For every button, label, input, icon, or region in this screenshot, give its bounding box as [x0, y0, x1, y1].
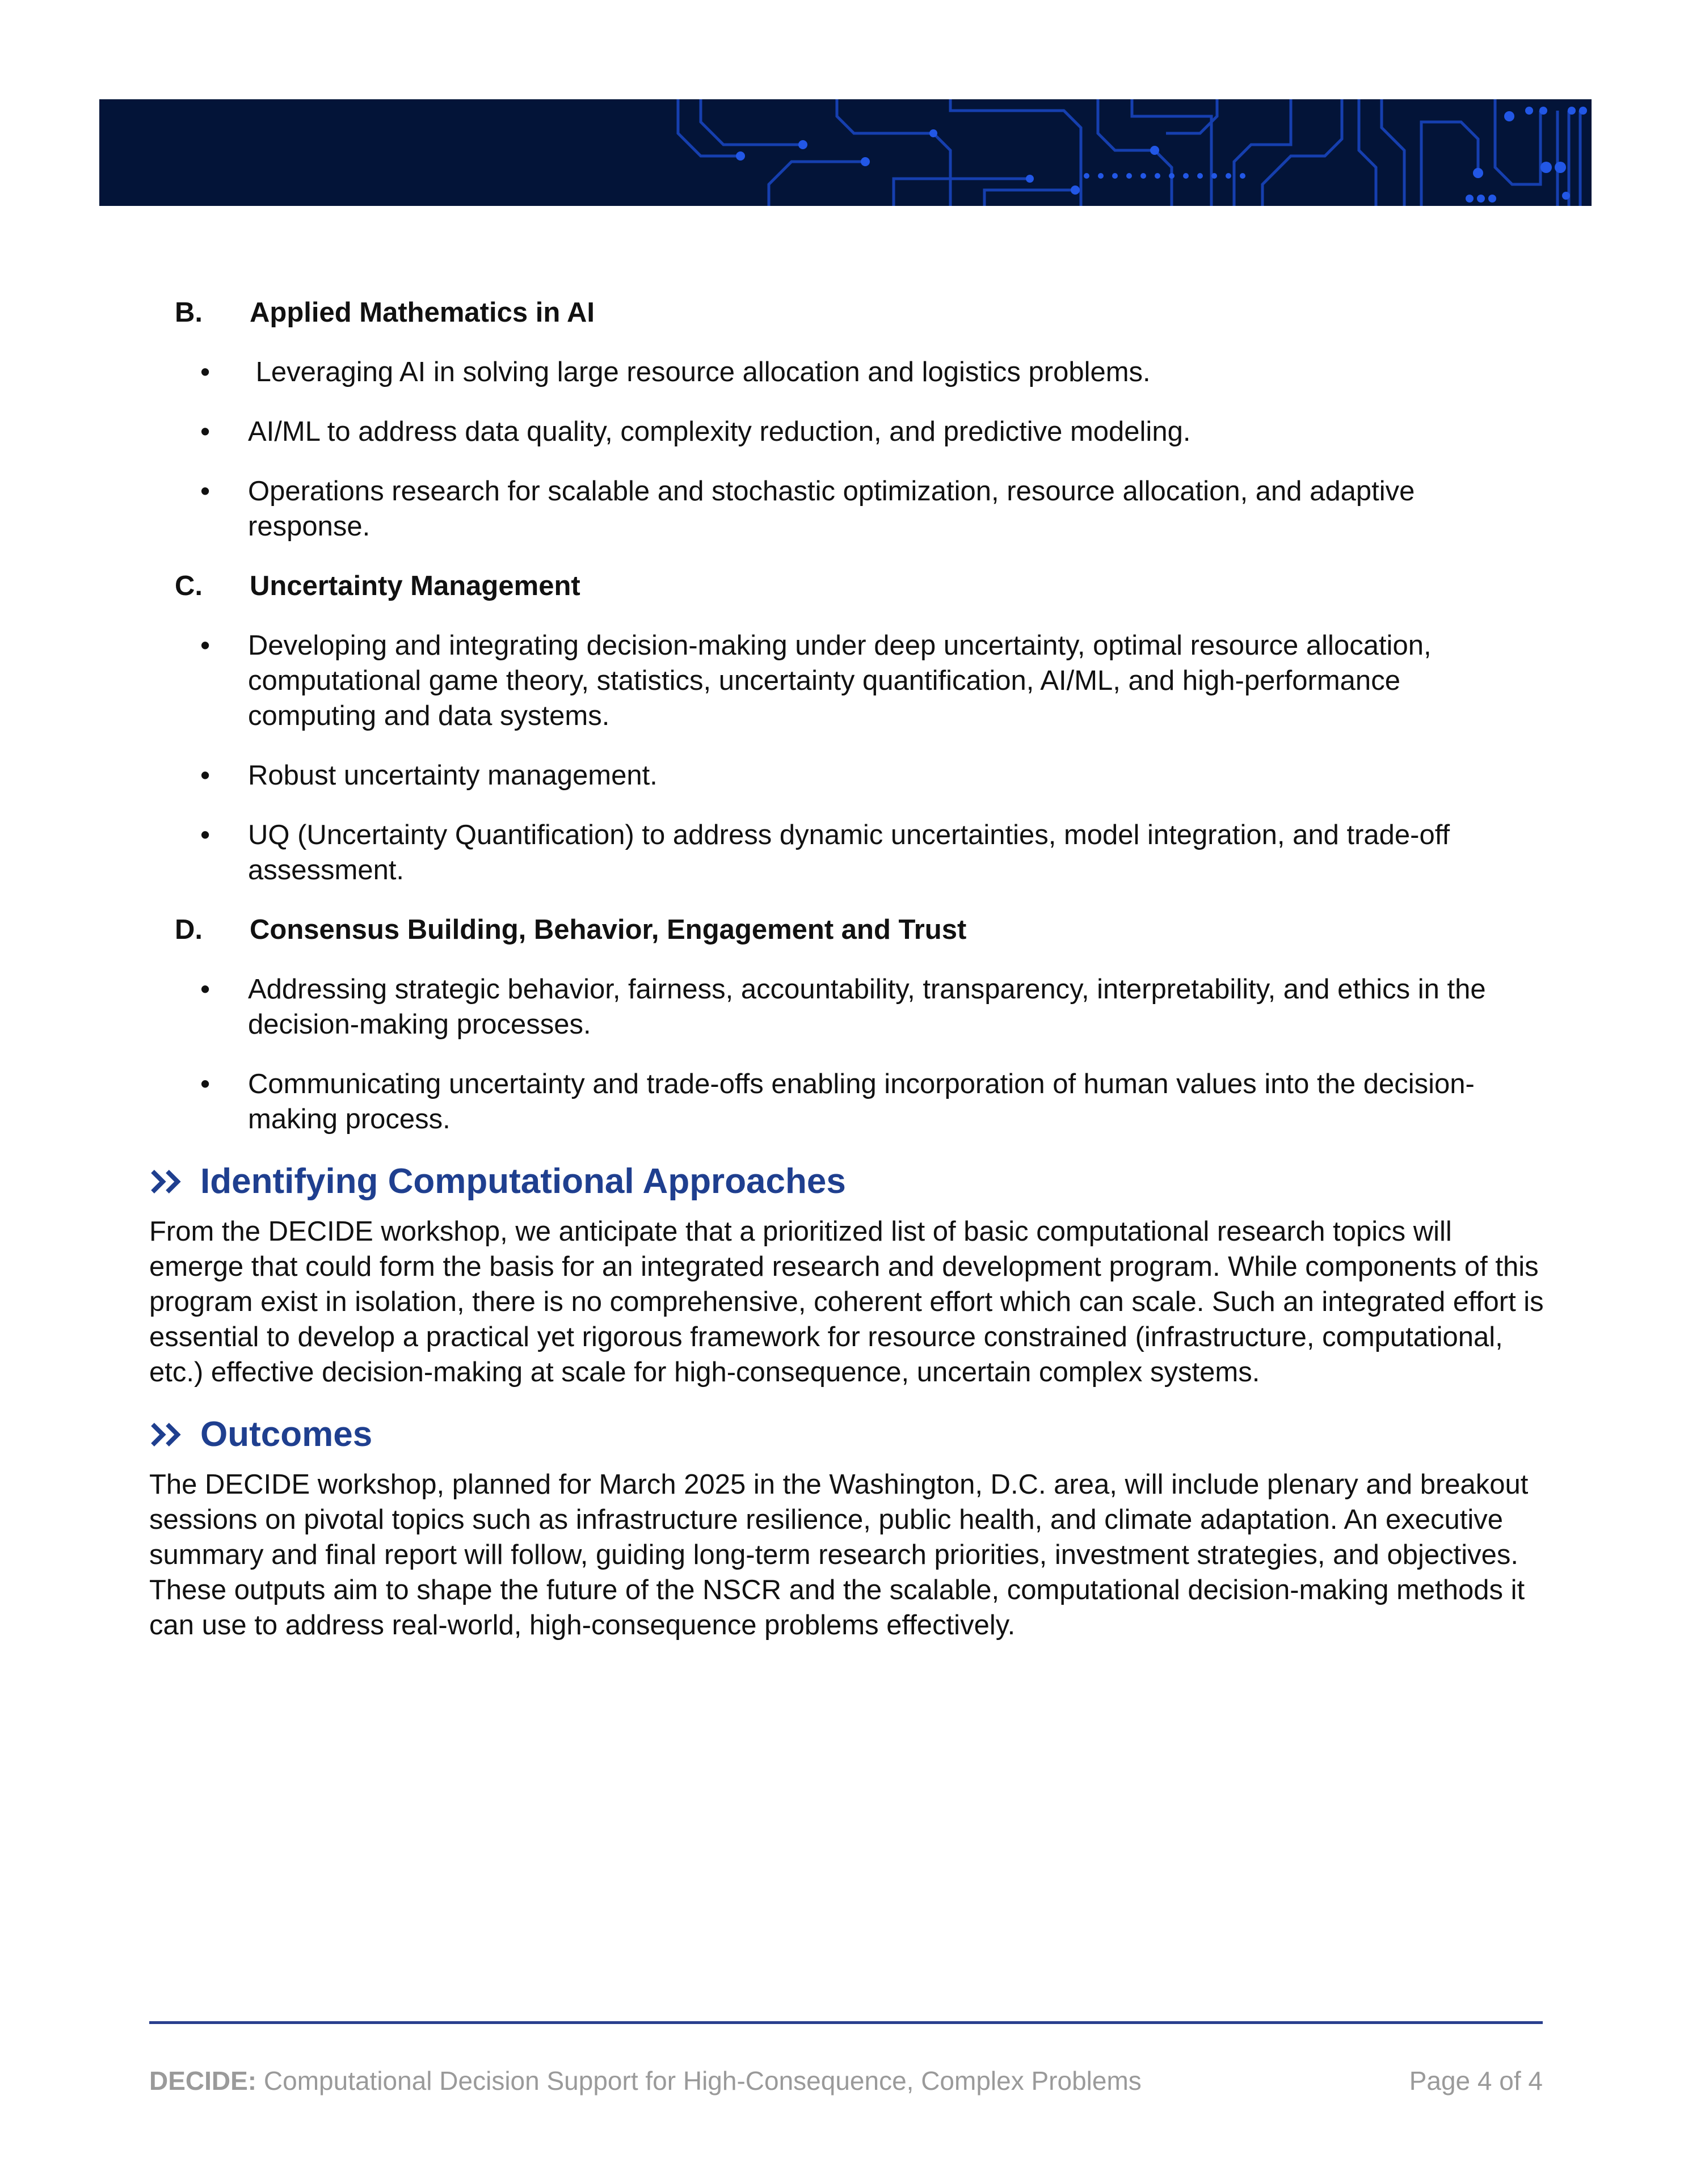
- bullet-icon: •: [200, 760, 211, 791]
- approaches-heading: [149, 1162, 1545, 1201]
- outcomes-section: [149, 1415, 1545, 1643]
- list-item: [149, 817, 1536, 888]
- section-letter: B.: [175, 297, 203, 328]
- list-item-text: Addressing strategic behavior, fairness, accountability, transparency, interpretability, and ethics in the decision-making processes.: [248, 974, 1494, 1040]
- approaches-heading-text: Identifying Computational Approaches: [200, 1162, 846, 1201]
- list-item: [149, 1066, 1536, 1137]
- bullet-icon: •: [200, 1069, 211, 1099]
- footer-divider: [149, 2021, 1543, 2024]
- outcomes-heading-text: Outcomes: [200, 1415, 373, 1454]
- bullet-icon: •: [200, 476, 211, 507]
- page-number: Page 4 of 4: [1409, 2066, 1543, 2096]
- list-item-text: Developing and integrating decision-making under deep uncertainty, optimal resource allocation, computational game theory, statistics, uncertainty quantification, AI/ML, and high-performance computing and data systems.: [248, 630, 1439, 731]
- bullet-icon: •: [200, 820, 211, 850]
- bullet-list: [149, 355, 1545, 544]
- list-item: [149, 414, 1536, 449]
- double-chevron-icon: [149, 1167, 200, 1196]
- double-chevron-icon: [149, 1420, 200, 1449]
- approaches-body: From the DECIDE workshop, we anticipate that a prioritized list of basic computational research topics will emerge that could form the basis for an integrated research and development program. While components of this program exist in isolation, there is no comprehensive, coherent effort which can scale. Such an integrated effort is essential to develop a practical yet rigorous framework for resource constrained (infrastructure, computational, etc.) effective decision-making at scale for high-consequence, uncertain complex systems.: [149, 1216, 1544, 1388]
- main-content: [149, 295, 1545, 1643]
- section-heading: [175, 295, 1572, 330]
- list-item: [149, 758, 1536, 793]
- list-item: [149, 355, 1536, 390]
- footer-title: [149, 2065, 1142, 2097]
- outcomes-body: The DECIDE workshop, planned for March 2025 in the Washington, D.C. area, will include plenary and breakout sessions on pivotal topics such as infrastructure resilience, public health, and climate adaptation. An executive summary and final report will follow, guiding long-term research priorities, investment strategies, and objectives. These outputs aim to shape the future of the NSCR and the scalable, computational decision-making methods it can use to address real-world, high-consequence problems effectively.: [149, 1469, 1529, 1641]
- header-banner: [99, 99, 1592, 206]
- approaches-section: [149, 1162, 1545, 1390]
- bullet-icon: •: [200, 357, 211, 387]
- section-title: Consensus Building, Behavior, Engagement and Trust: [250, 914, 967, 945]
- page-footer: [149, 2065, 1543, 2097]
- section-heading: [175, 912, 1572, 947]
- section-letter: D.: [175, 914, 203, 945]
- circuit-board-icon: [99, 99, 1592, 206]
- list-item: [149, 972, 1536, 1042]
- list-item: [149, 628, 1536, 733]
- bullet-icon: •: [200, 974, 211, 1005]
- bullet-icon: •: [200, 416, 211, 447]
- section-letter: C.: [175, 571, 203, 601]
- section-heading: [175, 568, 1572, 604]
- footer-title-bold: DECIDE:: [149, 2066, 257, 2096]
- list-item-text: Leveraging AI in solving large resource allocation and logistics problems.: [248, 357, 1151, 387]
- list-item: [149, 474, 1536, 544]
- bullet-icon: •: [200, 630, 211, 661]
- footer-title-text: Computational Decision Support for High-Consequence, Complex Problems: [256, 2066, 1142, 2096]
- list-item-text: Robust uncertainty management.: [248, 760, 658, 791]
- section-title: Uncertainty Management: [250, 571, 580, 601]
- sections-list: [149, 295, 1545, 1137]
- bullet-list: [149, 628, 1545, 888]
- list-item-text: AI/ML to address data quality, complexity reduction, and predictive modeling.: [248, 416, 1191, 447]
- list-item-text: UQ (Uncertainty Quantification) to address dynamic uncertainties, model integration, and trade-off assessment.: [248, 820, 1458, 886]
- list-item-text: Communicating uncertainty and trade-offs enabling incorporation of human values into the decision-making process.: [248, 1069, 1475, 1135]
- outcomes-heading: [149, 1415, 1545, 1454]
- bullet-list: [149, 972, 1545, 1137]
- list-item-text: Operations research for scalable and stochastic optimization, resource allocation, and adaptive response.: [248, 476, 1423, 542]
- section-title: Applied Mathematics in AI: [250, 297, 595, 328]
